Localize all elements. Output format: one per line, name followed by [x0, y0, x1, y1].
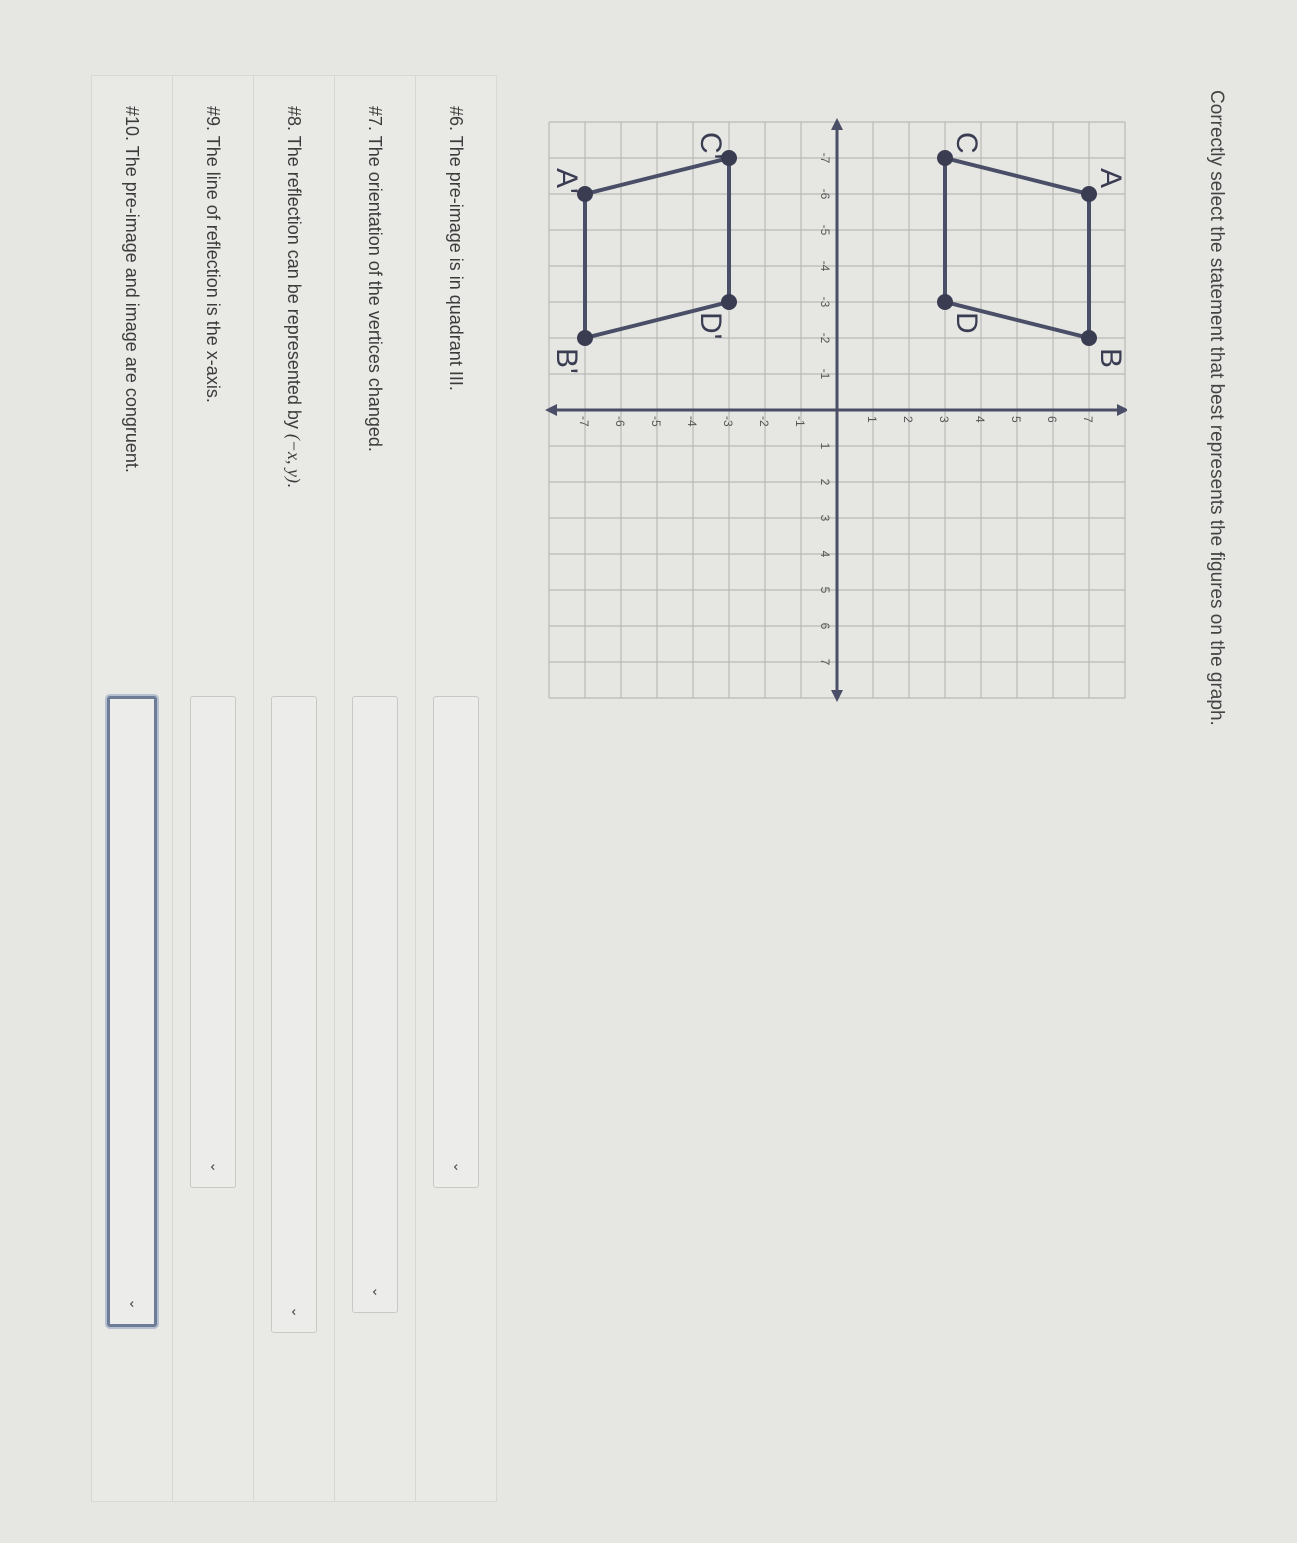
- statement-row-9: [172, 76, 253, 1501]
- x-tick-label: 4: [818, 550, 832, 558]
- x-tick-label: -2: [818, 332, 832, 344]
- vertex-label: A: [1094, 168, 1127, 189]
- y-tick-label: -2: [757, 416, 771, 427]
- vertex-label: A': [550, 168, 583, 194]
- vertex-label: B': [550, 348, 583, 374]
- statement-text-part: .: [284, 483, 305, 489]
- statement-text-part: #8. The reflection can be represented by: [284, 106, 305, 434]
- x-tick-label: 5: [818, 586, 832, 594]
- y-tick-label: 1: [865, 416, 879, 423]
- statement-text: [284, 76, 305, 676]
- formula: (−x, y): [284, 433, 305, 484]
- y-tick-label: 3: [937, 416, 951, 423]
- answer-dropdown-9[interactable]: [190, 696, 236, 1188]
- x-tick-label: 3: [818, 514, 832, 522]
- y-tick-label: -6: [613, 416, 627, 427]
- y-tick-label: -5: [649, 416, 663, 427]
- vertex-point: [721, 294, 737, 310]
- x-tick-label: -6: [818, 188, 832, 200]
- x-tick-label: -4: [818, 260, 832, 272]
- statement-row-6: [415, 76, 496, 1501]
- answer-dropdown-6[interactable]: [433, 696, 479, 1188]
- vertex-label: D: [950, 312, 983, 334]
- vertex-label: C': [694, 132, 727, 160]
- coordinate-graph: [527, 110, 1127, 710]
- answer-dropdown-8[interactable]: [271, 696, 317, 1333]
- x-tick-label: -3: [818, 296, 832, 308]
- statement-text: #6. The pre-image is in quadrant III.: [446, 106, 467, 391]
- vertex-label: D': [694, 312, 727, 340]
- x-tick-label: 2: [818, 478, 832, 486]
- chevron-down-icon: ⌄: [208, 1161, 224, 1173]
- y-tick-label: -3: [721, 416, 735, 427]
- statement-text: #10. The pre-image and image are congruent.: [122, 106, 143, 473]
- y-tick-label: 2: [901, 416, 915, 423]
- vertex-label: C: [950, 132, 983, 154]
- y-tick-label: 7: [1081, 416, 1095, 423]
- statements-table: [91, 75, 497, 1502]
- statement-row-10: [92, 76, 172, 1501]
- answer-dropdown-7[interactable]: [352, 696, 398, 1313]
- vertex-point: [937, 294, 953, 310]
- chevron-down-icon: ⌄: [451, 1161, 467, 1173]
- vertex-point: [1081, 186, 1097, 202]
- arrow-left-icon: [831, 118, 843, 130]
- chevron-down-icon: ⌄: [127, 1298, 143, 1310]
- statement-row-8: [253, 76, 334, 1501]
- vertex-label: B: [1094, 348, 1127, 369]
- x-tick-label: -7: [818, 152, 832, 164]
- arrow-right-icon: [831, 690, 843, 702]
- statement-text: #7. The orientation of the vertices changed.: [365, 106, 386, 452]
- x-tick-label: 7: [818, 658, 832, 666]
- y-tick-label: -1: [793, 416, 807, 427]
- question-title: Correctly select the statement that best represents the figures on the graph.: [1206, 90, 1227, 726]
- x-tick-label: 1: [818, 442, 832, 450]
- y-tick-label: 4: [973, 416, 987, 423]
- arrow-down-icon: [545, 404, 557, 416]
- answer-dropdown-10[interactable]: [107, 696, 157, 1327]
- y-tick-label: 5: [1009, 416, 1023, 423]
- statement-text: #9. The line of reflection is the x-axis.: [203, 106, 224, 403]
- x-tick-label: -5: [818, 224, 832, 236]
- chevron-down-icon: ⌄: [289, 1306, 305, 1318]
- y-tick-label: 6: [1045, 416, 1059, 423]
- vertex-point: [1081, 330, 1097, 346]
- y-tick-label: -4: [685, 416, 699, 427]
- statement-row-7: [334, 76, 415, 1501]
- y-tick-label: -7: [577, 416, 591, 427]
- x-tick-label: 6: [818, 622, 832, 630]
- x-tick-label: -1: [818, 368, 832, 380]
- vertex-point: [577, 330, 593, 346]
- chevron-down-icon: ⌄: [370, 1286, 386, 1298]
